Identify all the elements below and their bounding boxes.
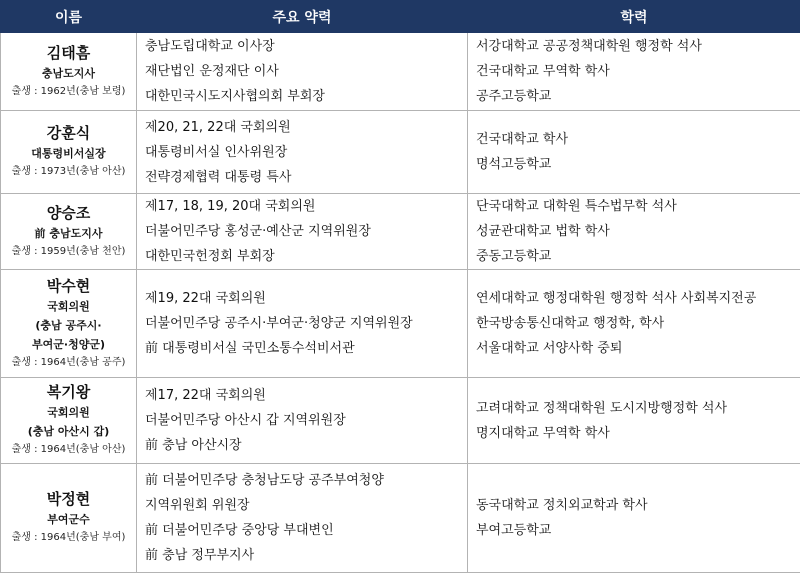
person-birth: 출생 : 1959년(충남 천안): [11, 245, 126, 257]
education-cell: [468, 33, 800, 111]
education-cell: [468, 111, 800, 194]
person-name: 김태흠: [46, 43, 91, 62]
person-title: 前 충남도지사: [34, 226, 103, 240]
career-item: 前 더불어민주당 충청남도당 공주부여청양: [145, 473, 384, 488]
person-title: 부여군·청양군): [32, 337, 105, 351]
person-title: (충남 아산시 갑): [27, 425, 110, 438]
education-item: 명지대학교 무역학 학사: [476, 425, 610, 441]
education-item: 공주고등학교: [476, 89, 552, 104]
career-cell: [137, 464, 468, 573]
education-item: 연세대학교 행정대학원 행정학 석사 사회복지전공: [476, 291, 757, 306]
education-item: 동국대학교 정치외교학과 학사: [476, 498, 648, 513]
table-row: [1, 33, 800, 111]
person-birth: 출생 : 1964년(충남 아산): [11, 444, 126, 455]
career-cell: [137, 194, 468, 270]
career-item: 제17, 22대 국회의원: [145, 388, 266, 403]
person-title: 국회의원: [47, 299, 90, 313]
person-name: 강훈식: [46, 124, 91, 142]
education-item: 중동고등학교: [476, 249, 552, 264]
education-item: 한국방송통신대학교 행정학, 학사: [476, 316, 665, 331]
table-row: [1, 194, 800, 270]
career-item: 대통령비서실 인사위원장: [145, 144, 288, 160]
education-cell: [468, 194, 800, 270]
name-cell: [1, 33, 137, 111]
name-cell: [1, 111, 137, 194]
table-row: [1, 270, 800, 378]
person-birth: 출생 : 1962년(충남 보령): [11, 85, 126, 97]
career-item: 충남도립대학교 이사장: [145, 39, 275, 54]
career-cell: [137, 111, 468, 194]
person-title: 국회의원: [47, 406, 90, 419]
career-item: 더불어민주당 공주시·부여군·청양군 지역위원장: [145, 316, 413, 331]
career-item: 대한민국헌정회 부회장: [145, 249, 275, 264]
name-cell: [1, 464, 137, 573]
career-item: 대한민국시도지사협의회 부회장: [145, 89, 325, 104]
table-row: [1, 378, 800, 464]
education-cell: [468, 378, 800, 464]
person-name: 양승조: [46, 203, 91, 222]
career-item: 더불어민주당 홍성군·예산군 지역위원장: [145, 224, 371, 239]
career-item: 지역위원회 위원장: [145, 498, 250, 513]
name-cell: [1, 378, 137, 464]
header-row: [1, 1, 800, 33]
education-item: 명석고등학교: [476, 157, 552, 172]
career-item: 전략경제협력 대통령 특사: [145, 169, 292, 185]
name-cell: [1, 194, 137, 270]
education-item: 고려대학교 정책대학원 도시지방행정학 석사: [476, 400, 727, 416]
person-title: (충남 공주시·: [35, 318, 102, 332]
career-item: 제20, 21, 22대 국회의원: [145, 119, 291, 135]
person-name: 박수현: [46, 276, 91, 295]
education-item: 건국대학교 무역학 학사: [476, 64, 610, 79]
person-name: 복기왕: [46, 383, 91, 401]
career-item: 前 충남 아산시장: [145, 438, 242, 453]
education-cell: [468, 270, 800, 378]
person-name: 박정현: [46, 490, 91, 508]
person-title: 충남도지사: [41, 66, 96, 80]
career-cell: [137, 270, 468, 378]
career-cell: [137, 378, 468, 464]
career-item: 제17, 18, 19, 20대 국회의원: [145, 199, 316, 214]
career-item: 재단법인 운정재단 이사: [145, 64, 279, 79]
career-item: 제19, 22대 국회의원: [145, 291, 266, 306]
table-row: [1, 111, 800, 194]
career-item: 前 대통령비서실 국민소통수석비서관: [145, 341, 355, 356]
education-cell: [468, 464, 800, 573]
person-title: 대통령비서실장: [31, 147, 106, 160]
header-name: 이름: [1, 1, 137, 33]
name-cell: [1, 270, 137, 378]
person-birth: 출생 : 1964년(충남 부여): [11, 532, 126, 543]
education-item: 건국대학교 학사: [476, 132, 569, 147]
person-birth: 출생 : 1973년(충남 아산): [11, 166, 126, 177]
career-cell: [137, 33, 468, 111]
education-item: 부여고등학교: [476, 523, 552, 538]
header-career: 주요 약력: [137, 1, 468, 33]
education-item: 단국대학교 대학원 특수법무학 석사: [476, 199, 677, 214]
header-education: 학력: [468, 1, 800, 33]
person-birth: 출생 : 1964년(충남 공주): [11, 356, 126, 368]
education-item: 서울대학교 서양사학 중퇴: [476, 341, 623, 356]
education-item: 성균관대학교 법학 학사: [476, 224, 610, 239]
career-item: 前 충남 정무부지사: [145, 548, 255, 563]
person-title: 부여군수: [47, 513, 90, 526]
education-item: 서강대학교 공공정책대학원 행정학 석사: [476, 39, 702, 54]
table-row: [1, 464, 800, 573]
career-item: 더불어민주당 아산시 갑 지역위원장: [145, 413, 346, 428]
career-item: 前 더불어민주당 중앙당 부대변인: [145, 523, 334, 538]
